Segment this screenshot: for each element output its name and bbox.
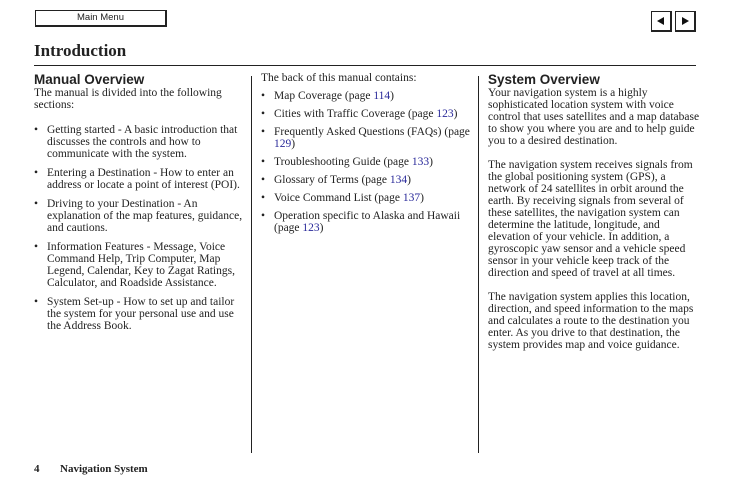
- bullet-icon: •: [261, 210, 266, 222]
- list-item: [261, 192, 476, 204]
- back-contents-section: [261, 72, 476, 240]
- page-link[interactable]: 114: [373, 90, 391, 102]
- list-item-text: Glossary of Terms (page: [274, 174, 390, 186]
- list-item-text: System Set-up - How to set up and tailor the system for your personal use and use the Address Book.: [47, 296, 235, 332]
- bullet-icon: •: [34, 198, 39, 210]
- list-item-text: Entering a Destination - How to enter an address or locate a point of interest (POI).: [47, 167, 240, 191]
- list-item-text: Information Features - Message, Voice Command Help, Trip Computer, Map Legend, Calendar, Key to Zagat Ratings, Calculator, and Roadside Assistance.: [47, 241, 235, 289]
- list-item: [261, 210, 476, 234]
- triangle-left-icon: [656, 16, 666, 26]
- list-item: [261, 156, 476, 168]
- bullet-icon: •: [261, 108, 266, 120]
- list-item-text: Cities with Traffic Coverage (page: [274, 108, 437, 120]
- list-item: [261, 126, 476, 150]
- list-item-suffix: ): [291, 138, 296, 150]
- list-item: [34, 198, 246, 234]
- back-contents-intro: The back of this manual contains:: [261, 72, 417, 84]
- manual-overview-heading: Manual Overview: [34, 72, 145, 87]
- manual-overview-section: [34, 72, 246, 339]
- bullet-icon: •: [34, 241, 39, 253]
- list-item: [261, 90, 476, 102]
- manual-overview-intro: The manual is divided into the following sections:: [34, 87, 222, 111]
- list-item: [261, 108, 476, 120]
- system-overview-section: [488, 72, 700, 351]
- system-overview-paragraph: Your navigation system is a highly sophisticated location system with voice control that uses satellites and a map database to show you where you are and to help guide you to a desired destination.: [488, 87, 700, 147]
- page-title: Introduction: [34, 41, 127, 60]
- footer-title: Navigation System: [60, 463, 148, 475]
- bullet-icon: •: [261, 156, 266, 168]
- list-item-suffix: ): [407, 174, 411, 186]
- list-item-text: Map Coverage (page: [274, 90, 374, 102]
- list-item-text: Getting started - A basic introduction that discusses the controls and how to communicate with the system.: [47, 124, 238, 160]
- system-overview-paragraph: The navigation system receives signals from the global positioning system (GPS), a network of 24 satellites in orbit around the earth. By receiving signals from several of these satellites, the navigation system can determine the latitude, longitude, and elevation of your vehicle. In addition, a gyroscopic yaw sensor and a vehicle speed sensor in your vehicle keep track of the direction and speed of travel at all times.: [488, 159, 693, 279]
- manual-sections-list: [34, 124, 246, 332]
- list-item: [34, 124, 246, 160]
- bullet-icon: •: [261, 90, 266, 102]
- system-overview-heading: System Overview: [488, 72, 600, 87]
- page-link[interactable]: 129: [274, 138, 292, 150]
- previous-page-button[interactable]: [651, 11, 672, 32]
- bullet-icon: •: [34, 167, 39, 179]
- back-contents-list: [261, 90, 476, 234]
- list-item-suffix: ): [420, 192, 424, 204]
- triangle-right-icon: [680, 16, 690, 26]
- list-item-text: Operation specific to Alaska and Hawaii (page: [274, 210, 461, 234]
- column-divider: [251, 76, 252, 453]
- bullet-icon: •: [261, 192, 266, 204]
- next-page-button[interactable]: [675, 11, 696, 32]
- page-number: 4: [34, 463, 40, 475]
- page-link[interactable]: 123: [436, 108, 454, 120]
- bullet-icon: •: [261, 174, 266, 186]
- page-link[interactable]: 134: [389, 174, 408, 186]
- list-item-suffix: ): [453, 108, 458, 120]
- title-rule: [34, 65, 696, 66]
- list-item-text: Frequently Asked Questions (FAQs) (page: [274, 126, 470, 138]
- column-divider: [478, 76, 479, 453]
- bullet-icon: •: [261, 126, 266, 138]
- list-item-text: Voice Command List (page: [274, 192, 403, 204]
- list-item: [261, 174, 476, 186]
- list-item: [34, 241, 246, 289]
- list-item-text: Driving to your Destination - An explanation of the map features, guidance, and cautions.: [47, 198, 243, 234]
- list-item: [34, 296, 246, 332]
- list-item-suffix: ): [390, 90, 394, 102]
- list-item-suffix: ): [429, 156, 433, 168]
- page-link[interactable]: 123: [302, 222, 320, 234]
- main-menu-button[interactable]: Main Menu: [35, 10, 167, 27]
- page-link[interactable]: 137: [402, 192, 421, 204]
- list-item-text: Troubleshooting Guide (page: [274, 156, 412, 168]
- bullet-icon: •: [34, 296, 39, 308]
- page-link[interactable]: 133: [411, 156, 430, 168]
- system-overview-paragraph: The navigation system applies this location, direction, and speed information to the maps and calculates a route to the destination you enter. As you drive to that destination, the system provides map and voice guidance.: [488, 291, 694, 351]
- list-item-suffix: ): [319, 222, 324, 234]
- list-item: [34, 167, 246, 191]
- bullet-icon: •: [34, 124, 39, 136]
